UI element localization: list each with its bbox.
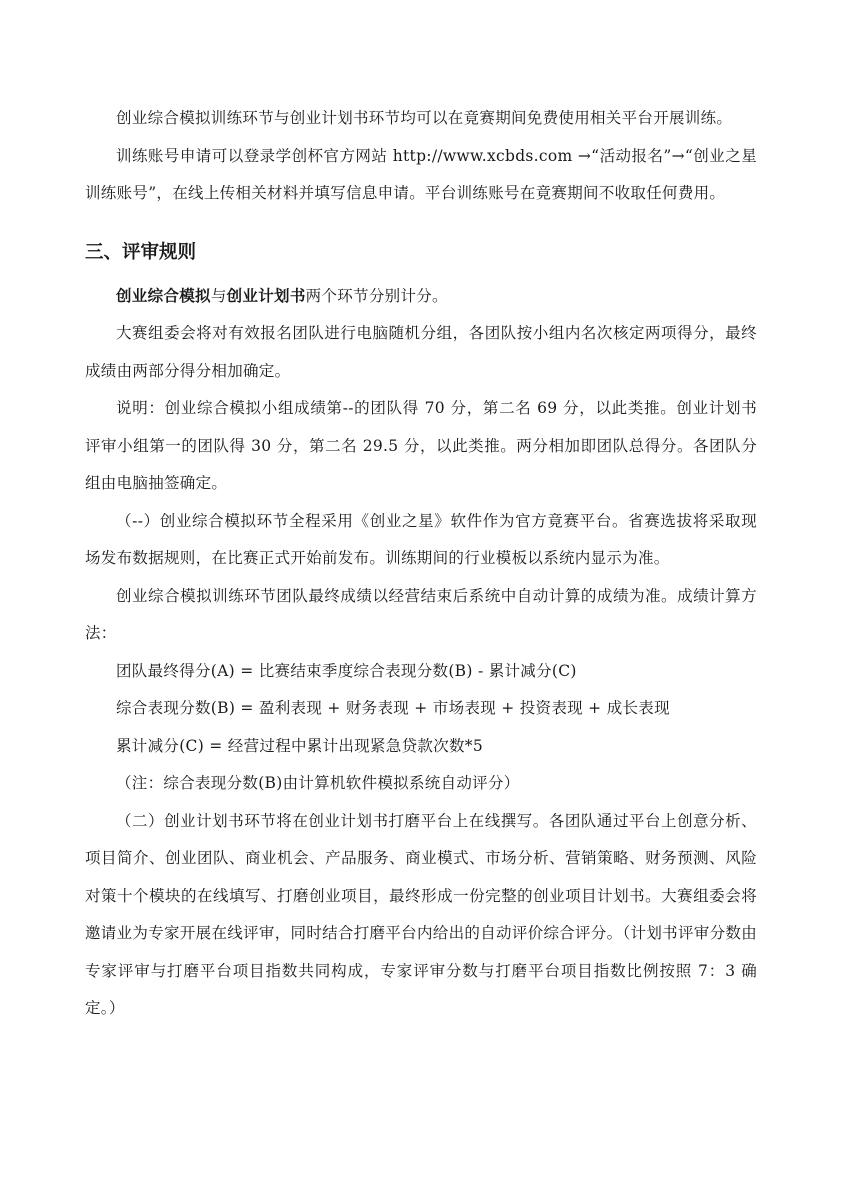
scoring-intro-paragraph [85,277,757,316]
training-paragraph: 创业综合模拟训练环节与创业计划书环节均可以在竟赛期间免费使用相关平台开展训练。 [116,109,733,127]
formula-final-score: 团队最终得分(A) = 比赛结束季度综合表现分数(B) - 累计减分(C) [116,661,577,680]
account-paragraph: 训练账号申请可以登录学创杯官方网站 http://www.xcbds.com →“活动报名”→“创业之星训练账号”，在线上传相关材料并填写信息申请。平台训练账号在竟赛期间不收取任何费用。 [85,146,757,202]
grouping-paragraph: 大赛组委会将对有效报名团队进行电脑随机分组，各团队按小组内名次核定两项得分，最终成绩由两部分得分相加确定。 [85,324,757,380]
section-heading-review-rules: 三、评审规则 [85,241,197,263]
score-note: （注：综合表现分数(B)由计算机软件模拟系统自动评分） [116,774,520,792]
bold-term-simulation: 创业综合模拟 [116,285,211,305]
score-method-paragraph: 创业综合模拟训练环节团队最终成绩以经营结束后系统中自动计算的成绩为准。成绩计算方法： [85,586,757,642]
connector-text: 与 [210,286,227,305]
formula-deduction: 累计减分(C) = 经营过程中累计出现紧急贷款次数*5 [116,736,484,755]
bold-term-business-plan: 创业计划书 [226,285,306,305]
explanation-paragraph: 说明：创业综合模拟小组成绩第--的团队得 70 分，第二名 69 分，以此类推。创业计划书评审小组第一的团队得 30 分，第二名 29.5 分，以此类推。两分相加即团队总得分。各团队分组由电脑抽签确定。 [85,399,757,492]
document-page [85,100,757,1028]
scoring-intro-tail: 两个环节分别计分。 [305,286,448,305]
business-plan-paragraph: （二）创业计划书环节将在创业计划书打磨平台上在线撰写。各团队通过平台上创意分析、项目简介、创业团队、商业机会、产品服务、商业模式、市场分析、营销策略、财务预测、风险对策十个模块的在线填写、打磨创业项目，最终形成一份完整的创业项目计划书。大赛组委会将邀请业为专家开展在线评审，同时结合打磨平台内给出的自动评价综合评分。（计划书评审分数由专家评审与打磨平台项目指数共同构成，专家评审分数与打磨平台项目指数比例按照 7：3 确定。） [85,811,757,1017]
formula-performance-score: 综合表现分数(B) = 盈利表现 + 财务表现 + 市场表现 + 投资表现 + 成长表现 [116,699,670,717]
simulation-section-paragraph: （--）创业综合模拟环节全程采用《创业之星》软件作为官方竟赛平台。省赛选拔将采取现场发布数据规则，在比赛正式开始前发布。训练期间的行业模板以系统内显示为准。 [85,511,757,567]
